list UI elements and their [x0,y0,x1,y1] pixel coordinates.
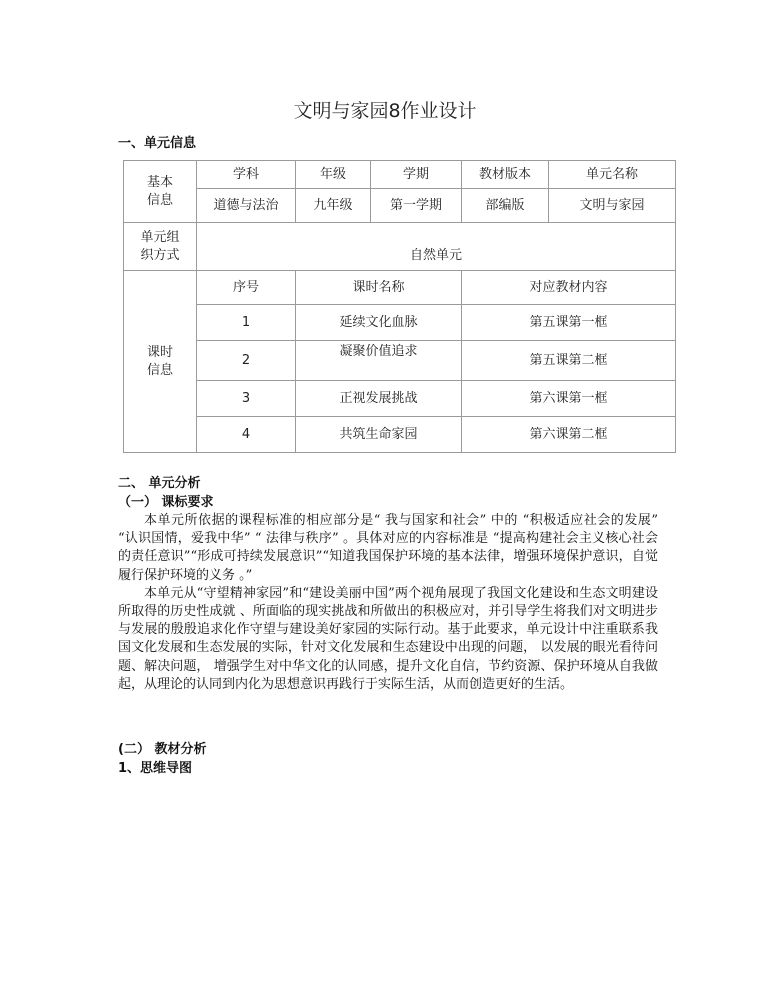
lesson-header-cell: 课时名称 [296,271,462,305]
table-row [124,223,676,271]
lesson-content: 第六课第一框 [462,381,676,417]
table-row [124,305,676,341]
basic-info-label: 基本 信息 [124,161,197,223]
org-value: 自然单元 [197,223,676,271]
subheading-textbook-analysis: (二） 教材分析 [118,742,207,757]
lesson-no: 2 [197,341,296,381]
table-row [124,189,676,223]
subheading-mind-map: 1、思维导图 [118,761,193,776]
header-cell: 教材版本 [462,161,549,189]
unit-info-table [123,160,676,453]
table-row [124,161,676,189]
lesson-no: 3 [197,381,296,417]
lesson-header-cell: 序号 [197,271,296,305]
header-cell: 单元名称 [549,161,676,189]
document-title: 文明与家园8作业设计 [293,100,477,122]
lesson-content: 第五课第一框 [462,305,676,341]
section-heading-unit-analysis: 二、 单元分析 [118,476,201,491]
table-row [124,381,676,417]
lesson-name: 共筑生命家园 [296,417,462,453]
value-cell: 部编版 [462,189,549,223]
lesson-name: 正视发展挑战 [296,381,462,417]
section-heading-unit-info: 一、单元信息 [118,136,197,151]
paragraph-standards: 本单元所依据的课程标准的相应部分是“ 我与国家和社会” 中的 “积极适应社会的发展” “认识国情，爱我中华” “ 法律与秩序” 。具体对应的内容标准是 “提高构建社会主义核心社会的责任意识”“形成可持续发展意识”“知道我国保护环境的基本法律，增强环境保护意识，自觉履行保护环境的义务 。” [118,513,658,583]
table-row [124,341,676,381]
lesson-header-cell: 对应教材内容 [462,271,676,305]
table-row [124,271,676,305]
lesson-name: 延续文化血脉 [296,305,462,341]
lesson-content: 第五课第二框 [462,341,676,381]
paragraph-design: 本单元从“守望精神家园”和“建设美丽中国”两个视角展现了我国文化建设和生态文明建设所取得的历史性成就 、所面临的现实挑战和所做出的积极应对，并引导学生将我们对文明进步与发展的殷殷追求化作守望与建设美好家园的实际行动。基于此要求，单元设计中注重联系我国文化发展和生态发展的实际，针对文化发展和生态建设中出现的问题， 以发展的眼光看待问题、解决问题， 增强学生对中华文化的认同感，提升文化自信，节约资源、保护环境从自我做起，从理论的认同到内化为思想意识再践行于实际生活，从而创造更好的生活。 [118,585,658,692]
table-row [124,417,676,453]
subheading-curriculum-standards: （一） 课标要求 [118,495,214,510]
lesson-info-label: 课时 信息 [124,271,197,453]
lesson-name: 凝聚价值追求 [296,341,462,381]
org-label: 单元组 织方式 [124,223,197,271]
header-cell: 学期 [371,161,462,189]
lesson-content: 第六课第二框 [462,417,676,453]
value-cell: 第一学期 [371,189,462,223]
lesson-no: 4 [197,417,296,453]
value-cell: 道德与法治 [197,189,296,223]
value-cell: 文明与家园 [549,189,676,223]
curriculum-paragraphs [118,512,658,694]
header-cell: 学科 [197,161,296,189]
value-cell: 九年级 [296,189,371,223]
lesson-no: 1 [197,305,296,341]
header-cell: 年级 [296,161,371,189]
